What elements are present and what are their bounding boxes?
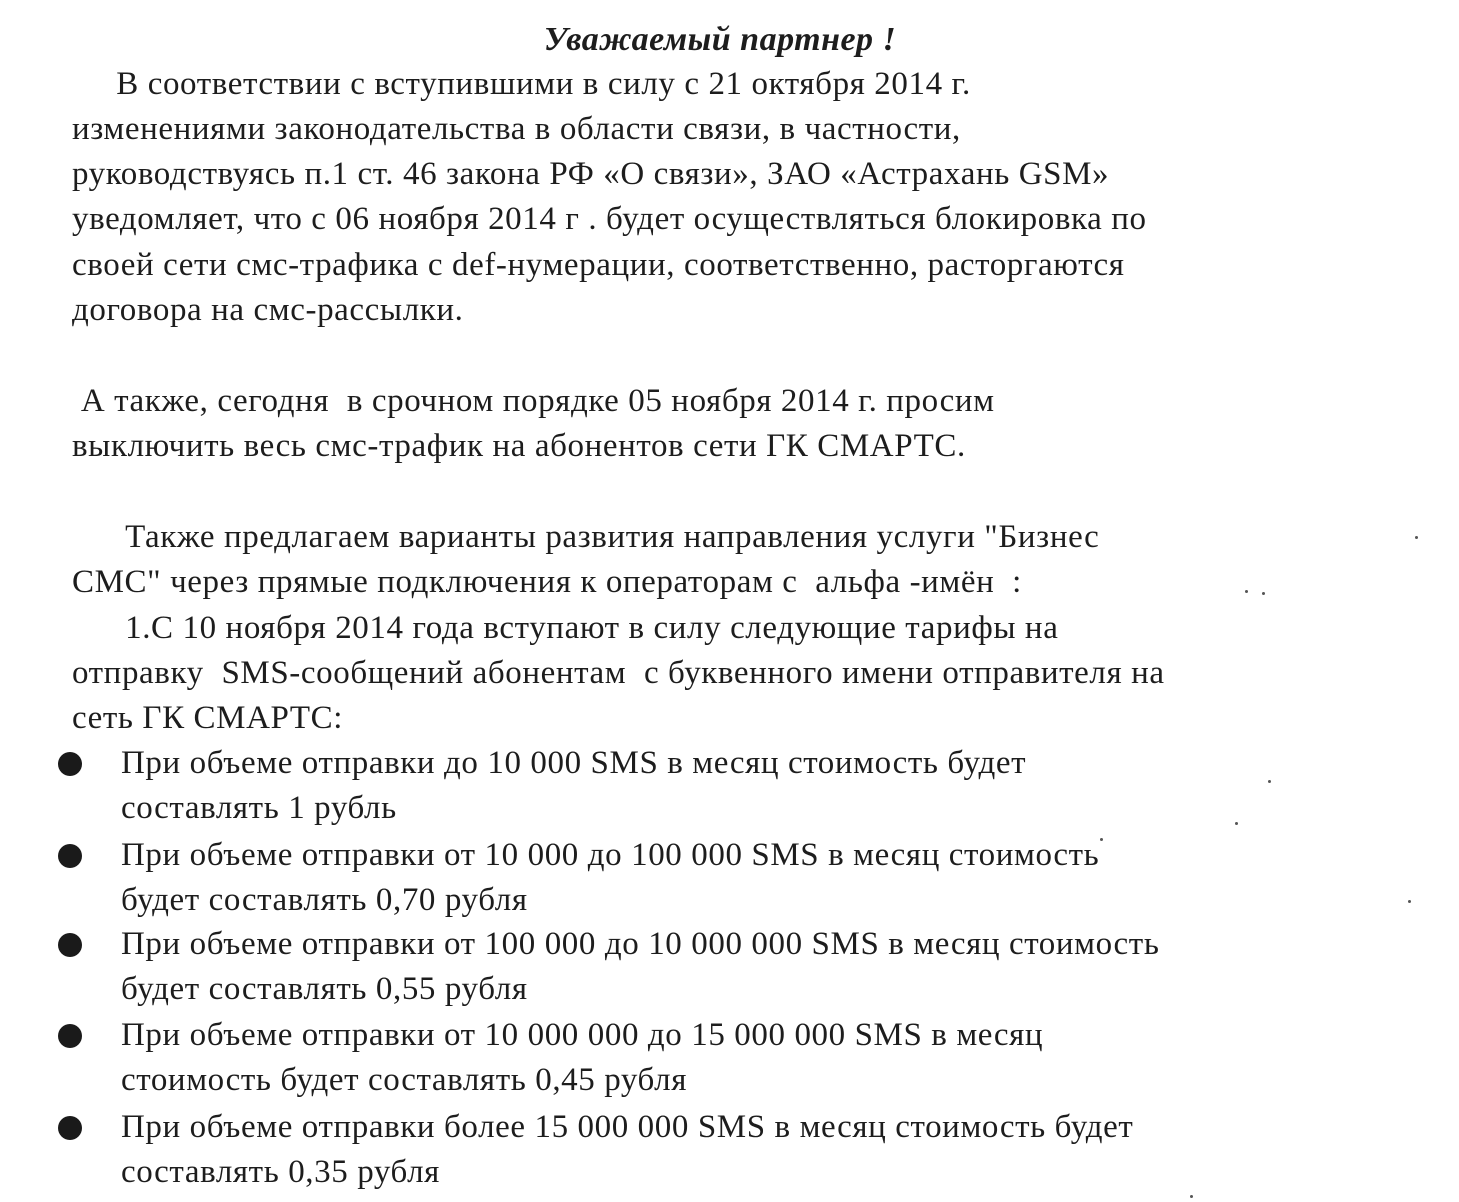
paragraph-line: уведомляет, что с 06 ноября 2014 г . будет осуществляться блокировка по [72,201,1147,237]
scan-speck [1268,780,1271,783]
tariff-line: При объеме отправки от 100 000 до 10 000 000 SMS в месяц стоимость [121,926,1160,962]
paragraph-line: А также, сегодня в срочном порядке 05 ноября 2014 г. просим [72,383,995,419]
paragraph-line: сеть ГК СМАРТС: [72,700,344,736]
paragraph-line: своей сети смс-трафика с def-нумерации, соответственно, расторгаются [72,247,1125,283]
bullet-icon [58,933,82,957]
tariff-line: составлять 0,35 рубля [121,1154,440,1190]
paragraph-line: отправку SMS-сообщений абонентам с буквенного имени отправителя на [72,655,1165,691]
bullet-icon [58,1116,82,1140]
paragraph-line: руководствуясь п.1 ст. 46 закона РФ «О связи», ЗАО «Астрахань GSM» [72,156,1110,192]
tariff-line: стоимость будет составлять 0,45 рубля [121,1062,687,1098]
tariff-line: При объеме отправки до 10 000 SMS в месяц стоимость будет [121,745,1027,781]
letter-title: Уважаемый партнер ! [543,21,897,58]
scan-speck [1100,838,1103,841]
bullet-icon [58,1024,82,1048]
paragraph-line: Также предлагаем варианты развития направления услуги "Бизнес [72,519,1100,555]
scan-speck [1415,536,1418,539]
scan-speck [1262,592,1265,595]
paragraph-line: В соответствии с вступившими в силу с 21 октября 2014 г. [72,66,971,102]
paragraph-line: выключить весь смс-трафик на абонентов сети ГК СМАРТС. [72,428,966,464]
scan-speck [1235,822,1238,825]
tariff-line: При объеме отправки более 15 000 000 SMS в месяц стоимость будет [121,1109,1134,1145]
tariff-line: При объеме отправки от 10 000 до 100 000 SMS в месяц стоимость [121,837,1100,873]
paragraph-line: СМС" через прямые подключения к операторам с альфа -имён : [72,564,1022,600]
scan-speck [1408,900,1411,903]
paragraph-line: договора на смс-рассылки. [72,292,464,328]
tariff-line: составлять 1 рубль [121,790,397,826]
scan-speck [1190,1195,1193,1198]
bullet-icon [58,844,82,868]
tariff-line: будет составлять 0,55 рубля [121,971,528,1007]
tariff-line: При объеме отправки от 10 000 000 до 15 000 000 SMS в месяц [121,1017,1044,1053]
scan-speck [1245,590,1248,593]
paragraph-line: изменениями законодательства в области связи, в частности, [72,111,961,147]
bullet-icon [58,752,82,776]
paragraph-line: 1.С 10 ноября 2014 года вступают в силу следующие тарифы на [72,610,1059,646]
tariff-line: будет составлять 0,70 рубля [121,882,528,918]
